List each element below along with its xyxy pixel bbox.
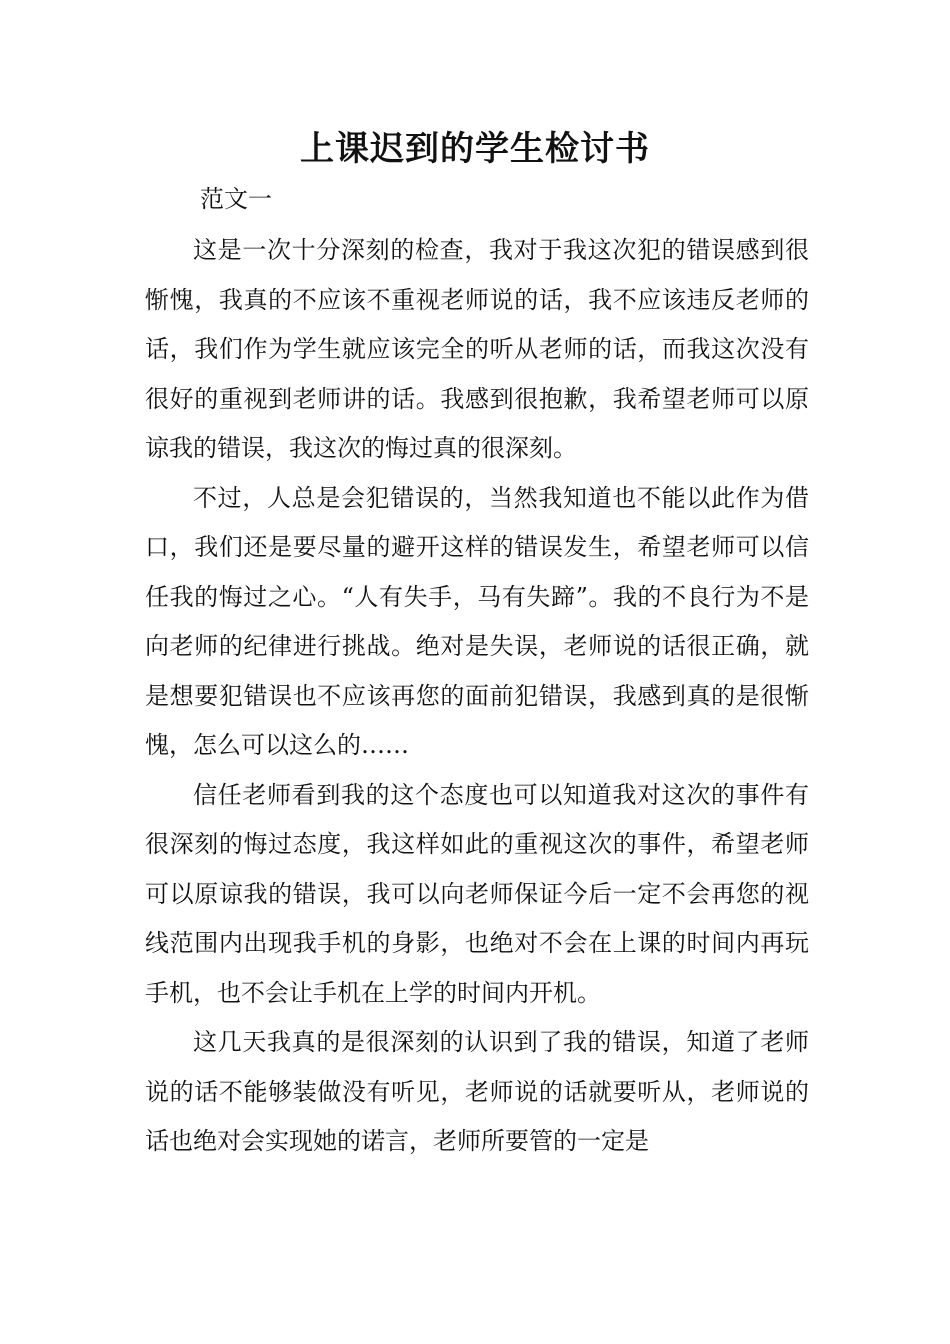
- paragraph: 不过，人总是会犯错误的，当然我知道也不能以此作为借口，我们还是要尽量的避开这样的错误发生，希望老师可以信任我的悔过之心。“人有失手，马有失蹄”。我的不良行为不是向老师的纪律进行挑战。绝对是失误，老师说的话很正确，就是想要犯错误也不应该再您的面前犯错误，我感到真的是很惭愧，怎么可以这么的……: [145, 483, 809, 759]
- document-body: [145, 226, 809, 1167]
- section-label: 范文一: [200, 185, 272, 213]
- document-title: 上课迟到的学生检讨书: [300, 129, 650, 169]
- paragraph: 这几天我真的是很深刻的认识到了我的错误，知道了老师说的话不能够装做没有听见，老师说的话就要听从，老师说的话也绝对会实现她的诺言，老师所要管的一定是: [145, 1028, 809, 1155]
- paragraph: 这是一次十分深刻的检查，我对于我这次犯的错误感到很惭愧，我真的不应该不重视老师说的话，我不应该违反老师的话，我们作为学生就应该完全的听从老师的话，而我这次没有很好的重视到老师讲的话。我感到很抱歉，我希望老师可以原谅我的错误，我这次的悔过真的很深刻。: [145, 236, 809, 462]
- paragraph: 信任老师看到我的这个态度也可以知道我对这次的事件有很深刻的悔过态度，我这样如此的重视这次的事件，希望老师可以原谅我的错误，我可以向老师保证今后一定不会再您的视线范围内出现我手机的身影，也绝对不会在上课的时间内再玩手机，也不会让手机在上学的时间内开机。: [145, 780, 809, 1007]
